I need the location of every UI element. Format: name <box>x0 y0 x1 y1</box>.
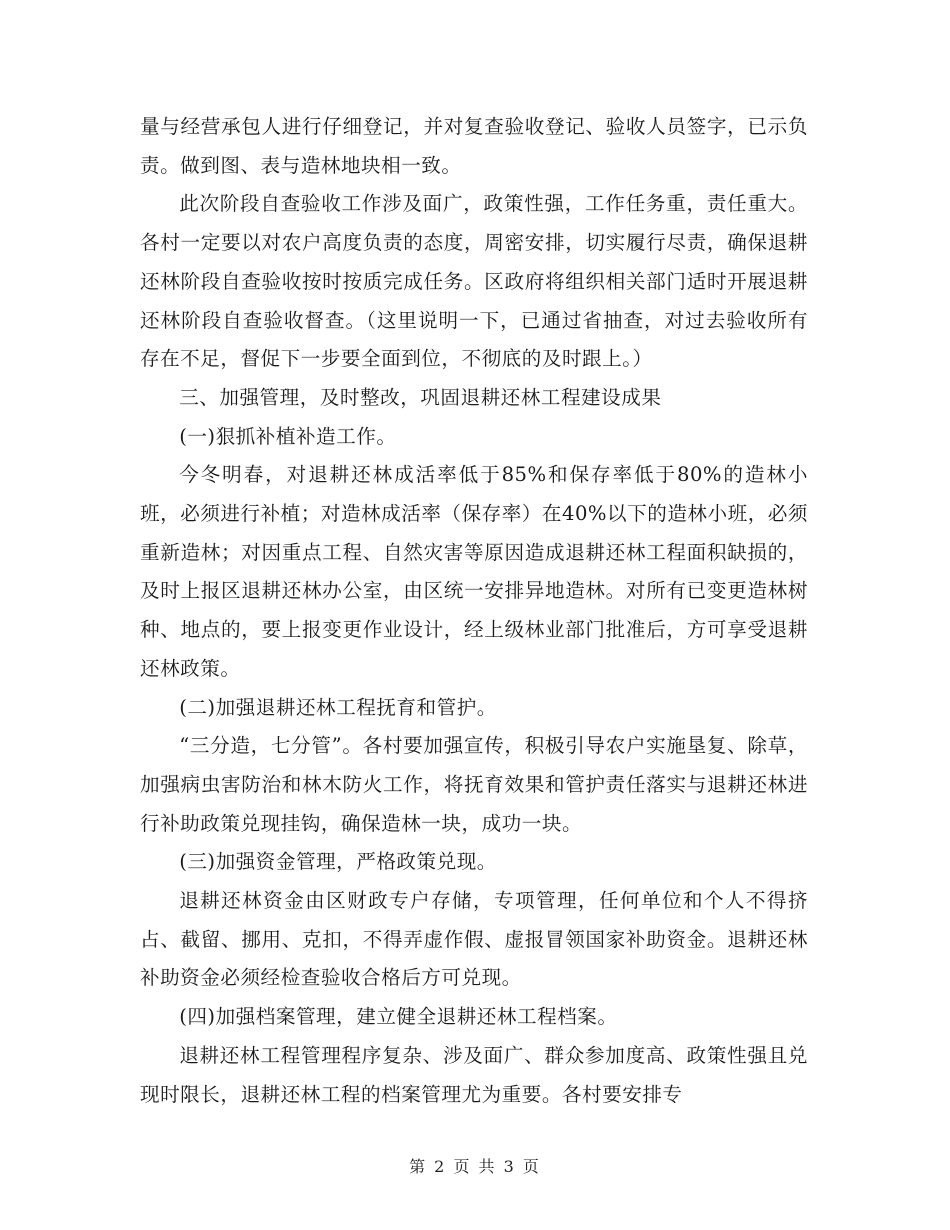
section-heading-3: 三、加强管理，及时整改，巩固退耕还林工程建设成果 <box>179 385 662 409</box>
paragraph-continuation: 量与经营承包人进行仔细登记，并对复查验收登记、验收人员签字，已示负责。做到图、表与造林地块相一致。 <box>140 115 808 177</box>
subheading-1: (一)狠抓补植补造工作。 <box>179 424 397 448</box>
document-body <box>140 108 808 1114</box>
page-number-footer: 第 2 页 共 3 页 <box>409 1157 541 1176</box>
paragraph-replanting: 今冬明春，对退耕还林成活率低于85%和保存率低于80%的造林小班，必须进行补植；对造林成活率（保存率）在40%以下的造林小班，必须重新造林；对因重点工程、自然灾害等原因造成退耕还林工程面积缺损的，及时上报区退耕还林办公室，由区统一安排异地造林。对所有已变更造林树种、地点的，要上报变更作业设计，经上级林业部门批准后，方可享受退耕还林政策。 <box>140 463 808 680</box>
subheading-4: (四)加强档案管理，建立健全退耕还林工程档案。 <box>179 1005 618 1029</box>
subheading-3: (三)加强资金管理，严格政策兑现。 <box>179 850 497 874</box>
subheading-2: (二)加强退耕还林工程抚育和管护。 <box>179 695 497 719</box>
paragraph-tending: “三分造，七分管”。各村要加强宣传，积极引导农户实施垦复、除草，加强病虫害防治和林木防火工作，将抚育效果和管护责任落实与退耕还林进行补助政策兑现挂钩，确保造林一块，成功一块。 <box>140 734 808 835</box>
paragraph-funds: 退耕还林资金由区财政专户存储，专项管理，任何单位和个人不得挤占、截留、挪用、克扣，不得弄虚作假、虚报冒领国家补助资金。退耕还林补助资金必须经检查验收合格后方可兑现。 <box>140 889 808 990</box>
paragraph-inspection: 此次阶段自查验收工作涉及面广，政策性强，工作任务重，责任重大。各村一定要以对农户高度负责的态度，周密安排，切实履行尽责，确保退耕还林阶段自查验收按时按质完成任务。区政府将组织相关部门适时开展退耕还林阶段自查验收督查。（这里说明一下，已通过省抽查，对过去验收所有存在不足，督促下一步要全面到位，不彻底的及时跟上。） <box>140 192 808 371</box>
paragraph-archives: 退耕还林工程管理程序复杂、涉及面广、群众参加度高、政策性强且兑现时限长，退耕还林工程的档案管理尤为重要。各村要安排专 <box>140 1043 808 1106</box>
